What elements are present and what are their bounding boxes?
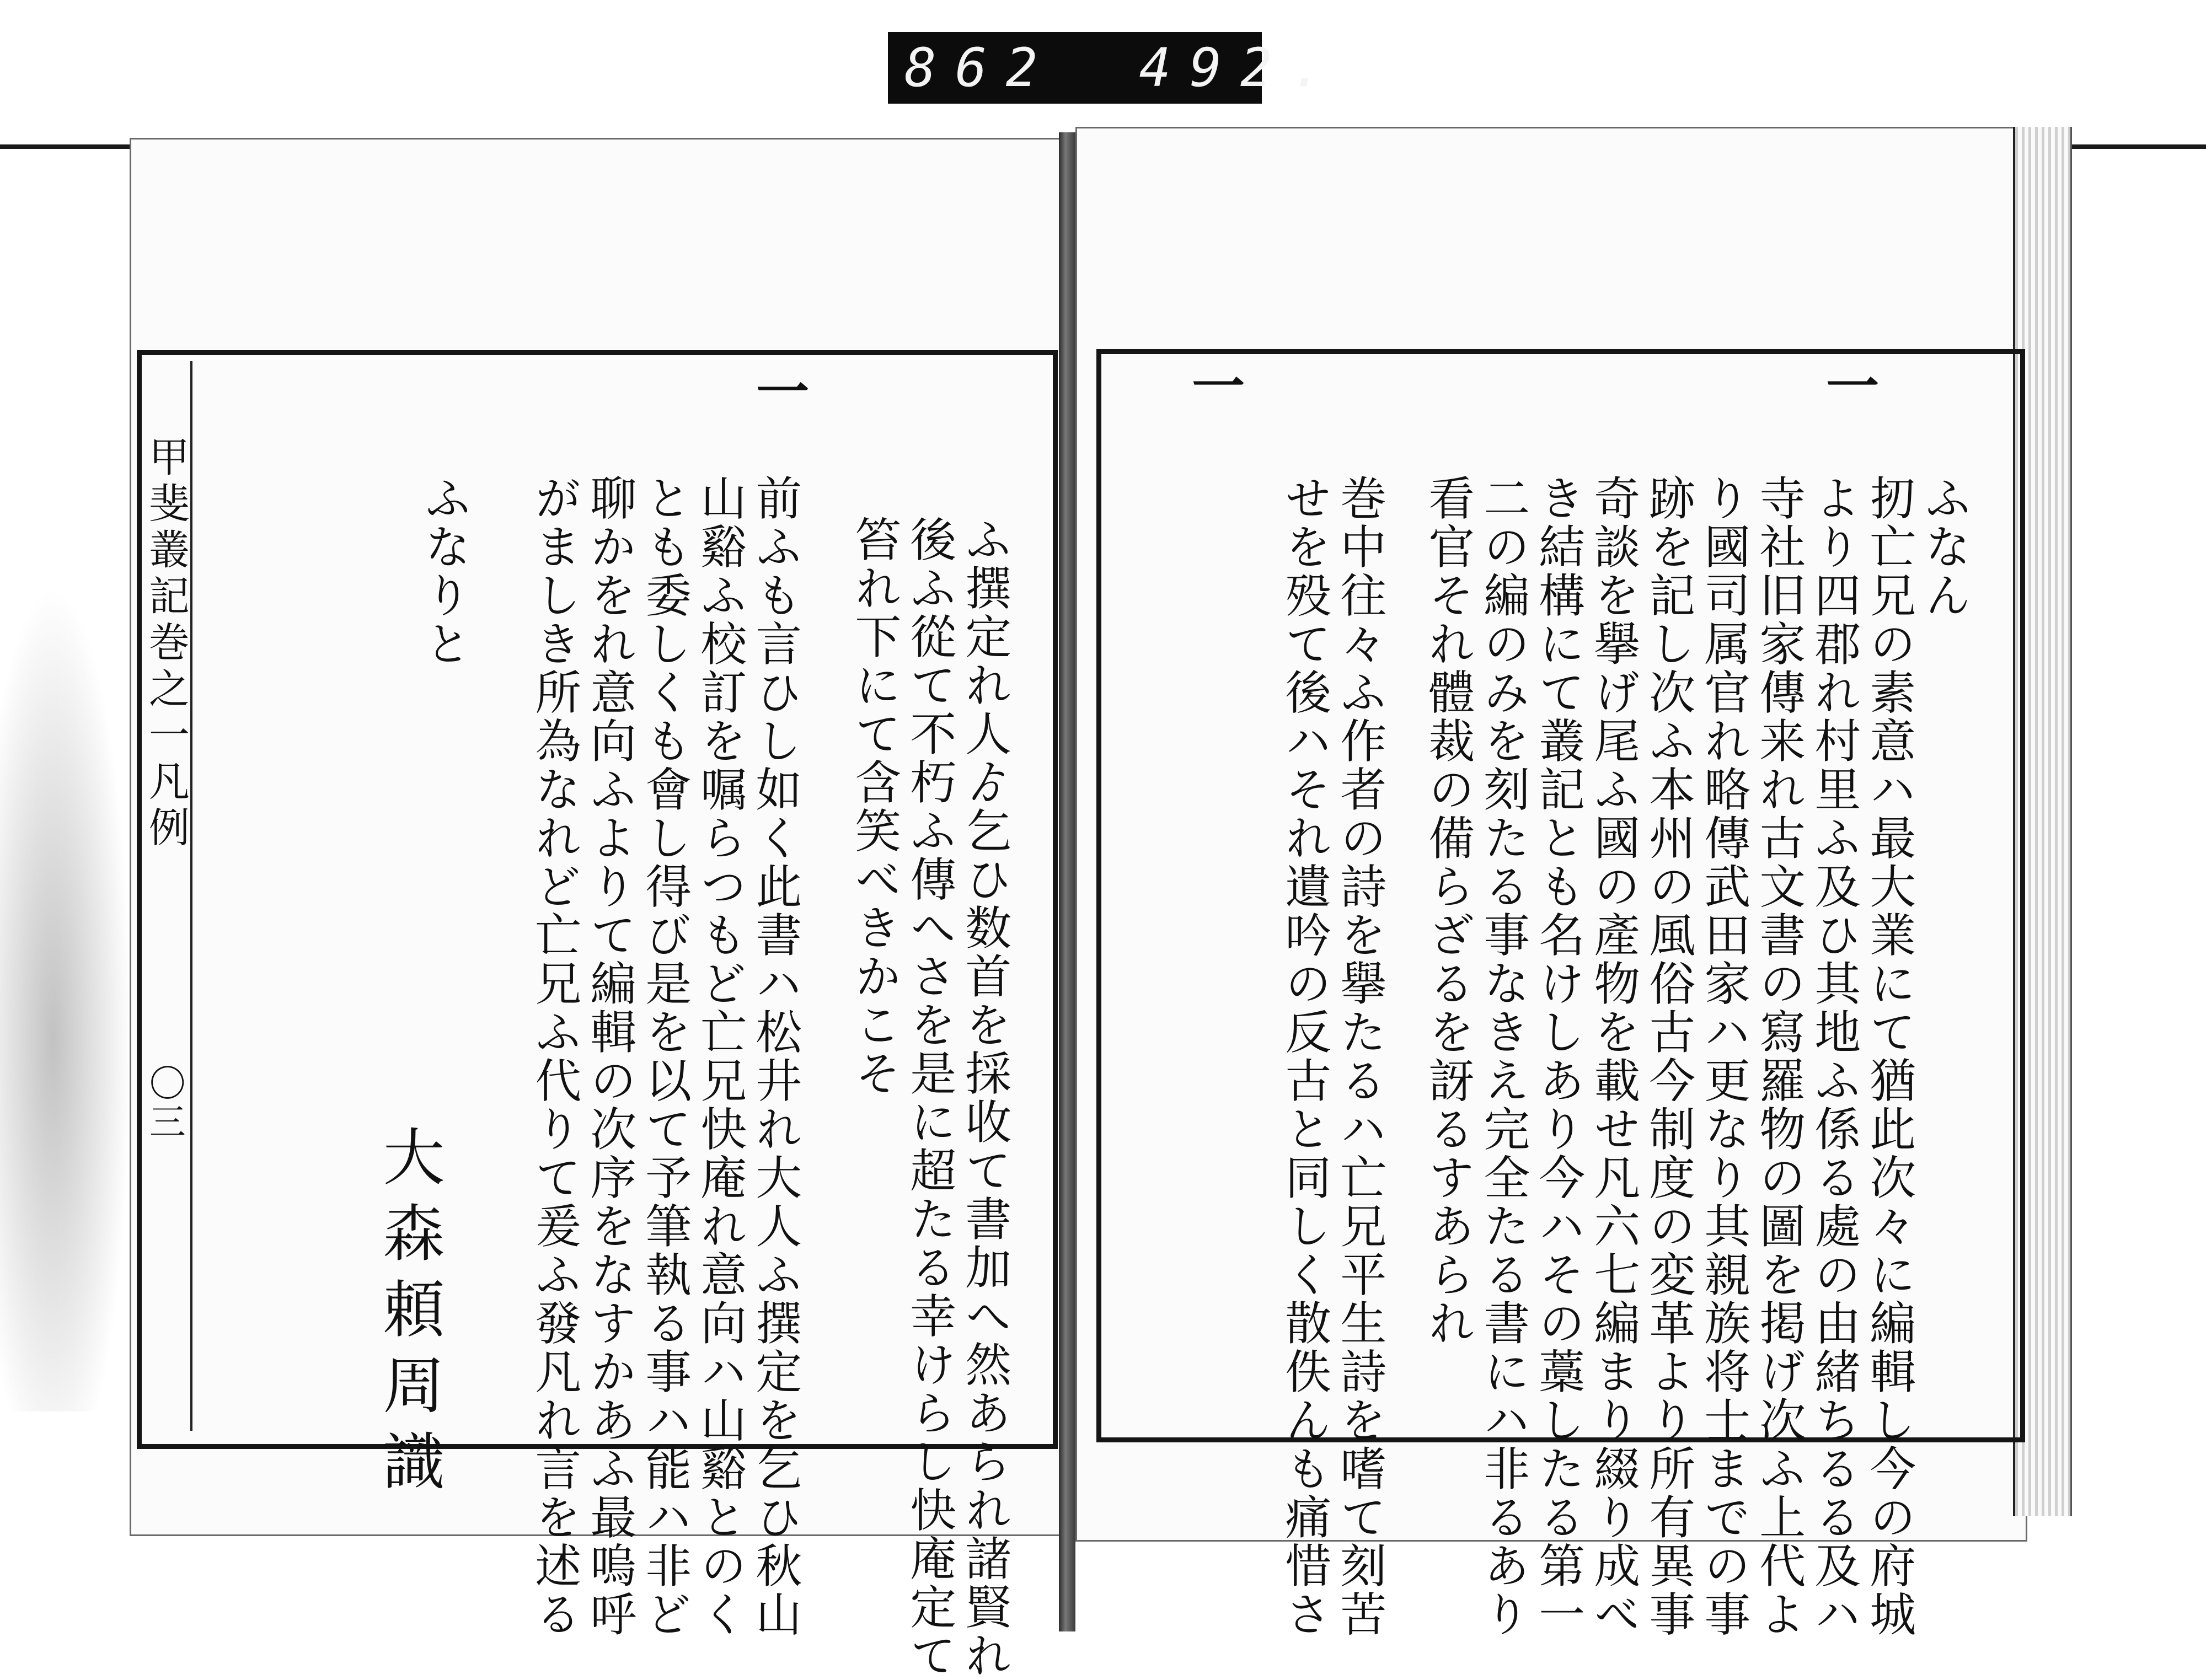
book-gutter: [1059, 132, 1075, 1631]
right-column-7: 奇談を擧げ尾ふ國の產物を載せ凡六七編まり綴り成べ: [1586, 474, 1641, 1639]
right-column-9: 二の編のみを刻たる事なきえ完全たる書にハ非るあり: [1476, 474, 1530, 1639]
right-column-5: り國司属官れ略傳武田家ハ更なり其親族将士までの事: [1696, 474, 1751, 1639]
left-column-3: 笞れ下にて含笑べきかこそ: [847, 516, 902, 1098]
left-column-4: 前ふも言ひし如く此書ハ松井れ大人ふ撰定を乞ひ秋山: [748, 474, 802, 1639]
left-column-1: ふ撰定れ人ゟ乞ひ数首を採收て書加へ然あられ諸賢れ: [957, 516, 1012, 1680]
right-column-4: 寺社旧家傳来れ古文書の寫羅物の圖を掲げ次ふ上代よ: [1752, 474, 1806, 1639]
right-column-10: 看官それ體裁の備らざるを訝るすあられ: [1421, 474, 1475, 1348]
right-column-2: 扨亡兄の素意ハ最大業にて猶此次々に編輯し今の府城: [1862, 474, 1916, 1639]
left-column-9: ふなりと: [417, 474, 472, 668]
right-marker-2: 一: [1183, 358, 1246, 414]
call-number-left: 862: [904, 37, 1057, 99]
left-marker: 一: [747, 364, 810, 419]
right-column-12: せを殁て後ハそれ遺吟の反古と同しく散佚んも痛惜さ: [1277, 474, 1332, 1639]
right-column-8: き結構にて叢記とも名けしあり今ハその藁したる第一: [1531, 474, 1586, 1639]
left-column-2: 後ふ從て不朽ふ傳へさを是に超たる幸けらし快庵定て: [902, 516, 957, 1680]
call-number-label: [888, 32, 1342, 104]
left-column-7: 聊かをれ意向ふよりて編輯の次序をなすかあふ最嗚呼: [582, 474, 637, 1639]
author-signature: 大森頼周識: [372, 1125, 445, 1505]
left-column-5: 山谿ふ校訂を嘱らつもど亡兄快庵れ意向ハ山谿とのく: [693, 474, 747, 1639]
right-marker-1: 一: [1817, 358, 1880, 414]
page-number: 〇三: [143, 1064, 186, 1141]
spine-title: 甲斐叢記巻之一凡例: [142, 436, 190, 852]
right-column-3: より四郡れ村里ふ及ひ其地ふ係る處の由緒ちるる及ハ: [1807, 474, 1861, 1639]
call-number-right: 492.: [1139, 37, 1342, 99]
right-column-1: ふなん: [1917, 474, 1972, 620]
left-column-8: がましき所為なれど亡兄ふ代りて爰ふ發凡れ言を述る: [527, 474, 582, 1639]
right-column-11: 巻中往々ふ作者の詩を擧たるハ亡兄平生詩を嗜て刻苦: [1332, 474, 1387, 1639]
left-column-6: とも委しくも會し得び是を以て予筆執る事ハ能ハ非ど: [638, 474, 692, 1639]
right-column-6: 跡を記し次ふ本州の風俗古今制度の変革より所有異事: [1641, 474, 1696, 1639]
spine-margin-rule: [190, 361, 192, 1431]
scan-shadow: [0, 584, 132, 1411]
